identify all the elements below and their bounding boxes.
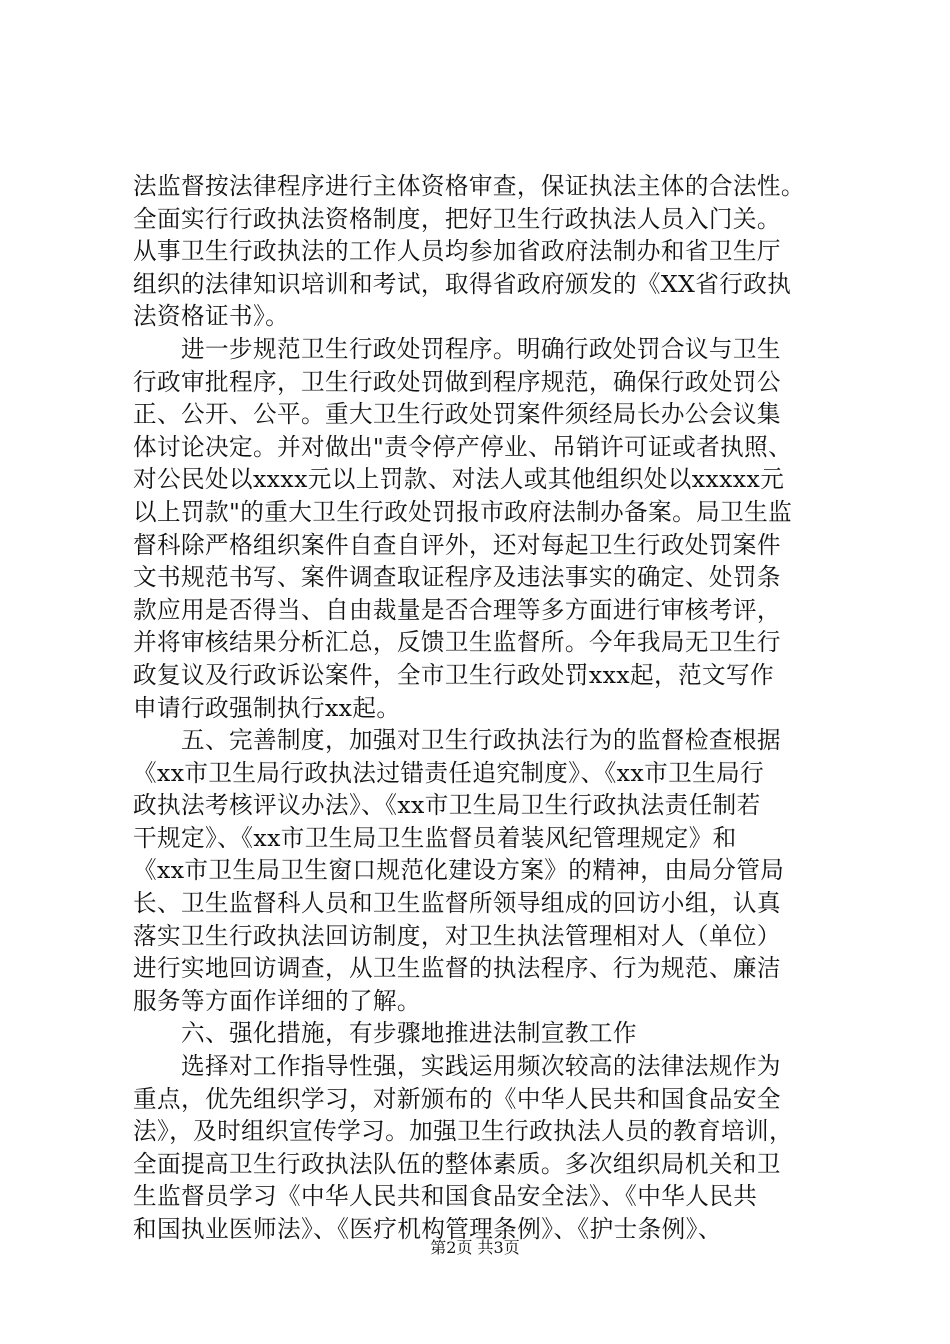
text-line: 五、完善制度，加强对卫生行政执法行为的监督检查根据	[133, 726, 781, 755]
text-line: 政执法考核评议办法》、《xx市卫生局卫生行政执法责任制若	[133, 791, 761, 820]
text-line: 生监督员学习《中华人民共和国食品安全法》、《中华人民共	[133, 1182, 758, 1211]
text-line: 干规定》、《xx市卫生局卫生监督员着装风纪管理规定》和	[133, 823, 737, 852]
text-line: 法资格证书》。	[133, 302, 290, 331]
text-line: 和国执业医师法》、《医疗机构管理条例》、《护士条例》、	[133, 1215, 722, 1243]
text-line: 法监督按法律程序进行主体资格审查，保证执法主体的合法性。	[133, 172, 805, 200]
text-line: 《xx市卫生局行政执法过错责任追究制度》、《xx市卫生局行	[133, 758, 765, 787]
page-number-footer: 第2页 共3页	[430, 1238, 520, 1257]
text-line: 行政审批程序，卫生行政处罚做到程序规范，确保行政处罚公	[133, 367, 781, 396]
text-line: 款应用是否得当、自由裁量是否合理等多方面进行审核考评，	[133, 595, 781, 624]
text-line: 六、强化措施，有步骤地推进法制宣教工作	[133, 1019, 637, 1048]
text-line: 督科除严格组织案件自查自评外，还对每起卫生行政处罚案件	[133, 530, 781, 559]
text-line: 《xx市卫生局卫生窗口规范化建设方案》的精神，由局分管局	[133, 856, 785, 885]
text-line: 长、卫生监督科人员和卫生监督所领导组成的回访小组，认真	[133, 889, 781, 918]
text-line: 进一步规范卫生行政处罚程序。明确行政处罚合议与卫生	[133, 334, 781, 363]
text-line: 服务等方面作详细的了解。	[133, 986, 421, 1015]
text-line: 申请行政强制执行xx起。	[133, 693, 401, 722]
text-line: 法》，及时组织宣传学习。加强卫生行政执法人员的教育培训，	[133, 1117, 794, 1146]
text-line: 全面实行行政执法资格制度，把好卫生行政执法人员入门关。	[133, 204, 781, 233]
text-line: 进行实地回访调查，从卫生监督的执法程序、行为规范、廉洁	[133, 954, 781, 983]
text-line: 组织的法律知识培训和考试，取得省政府颁发的《XX省行政执	[133, 269, 792, 298]
text-line: 重点，优先组织学习，对新颁布的《中华人民共和国食品安全	[133, 1084, 781, 1113]
text-line: 从事卫生行政执法的工作人员均参加省政府法制办和省卫生厅	[133, 237, 781, 266]
text-line: 政复议及行政诉讼案件，全市卫生行政处罚xxx起，范文写作	[133, 660, 774, 689]
text-line: 选择对工作指导性强，实践运用频次较高的法律法规作为	[133, 1052, 781, 1081]
text-line: 落实卫生行政执法回访制度，对卫生执法管理相对人（单位）	[133, 921, 781, 950]
text-line: 体讨论决定。并对做出"责令停产停业、吊销许可证或者执照、	[133, 432, 793, 461]
text-line: 以上罚款"的重大卫生行政处罚报市政府法制办备案。局卫生监	[133, 497, 793, 526]
document-body	[133, 170, 853, 1246]
text-line: 正、公开、公平。重大卫生行政处罚案件须经局长办公会议集	[133, 400, 781, 429]
text-line: 对公民处以xxxx元以上罚款、对法人或其他组织处以xxxxx元	[133, 465, 785, 494]
text-line: 文书规范书写、案件调查取证程序及违法事实的确定、处罚条	[133, 563, 781, 592]
text-line: 并将审核结果分析汇总，反馈卫生监督所。今年我局无卫生行	[133, 628, 781, 657]
text-line: 全面提高卫生行政执法队伍的整体素质。多次组织局机关和卫	[133, 1149, 781, 1178]
